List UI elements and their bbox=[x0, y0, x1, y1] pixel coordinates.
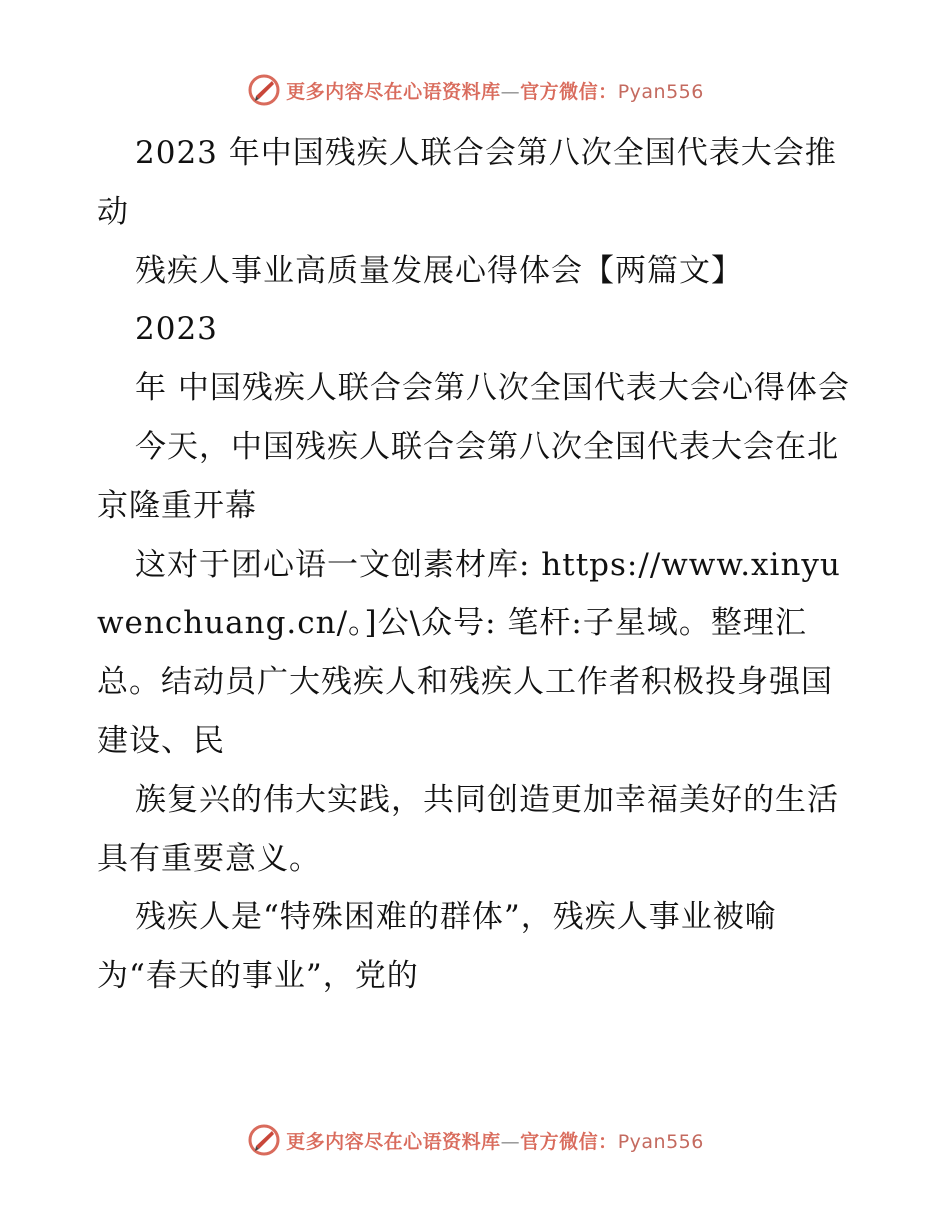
paragraph-body-1: 今天，中国残疾人联合会第八次全国代表大会在北京隆重开幕 bbox=[97, 428, 839, 524]
document-body bbox=[97, 124, 857, 1006]
paragraph-subtitle: 年 中国残疾人联合会第八次全国代表大会心得体会 bbox=[135, 370, 850, 407]
watermark-text: 更多内容尽在心语资料库—官方微信：Pyan556 bbox=[286, 80, 704, 103]
paragraph-year: 2023 bbox=[135, 311, 218, 348]
paragraph-body-4: 残疾人是“特殊困难的群体”，残疾人事业被喻为“春天的事业”，党的 bbox=[97, 899, 777, 995]
logo-icon bbox=[246, 72, 282, 108]
footer-watermark bbox=[0, 1120, 950, 1160]
paragraph-body-2: 这对于团心语一文创素材库: https://www.xinyuwenchuang.cn/。]公\众号: 笔杆:子星域。整理汇总。结动员广大残疾人和残疾人工作者积极投身强国建设、民 bbox=[97, 546, 841, 759]
header-watermark bbox=[0, 70, 950, 110]
paragraph-title-1: 2023 年中国残疾人联合会第八次全国代表大会推动 bbox=[97, 135, 837, 230]
paragraph-body-3: 族复兴的伟大实践，共同创造更加幸福美好的生活具有重要意义。 bbox=[97, 781, 839, 877]
paragraph-title-2: 残疾人事业高质量发展心得体会【两篇文】 bbox=[135, 252, 743, 289]
watermark-text: 更多内容尽在心语资料库—官方微信：Pyan556 bbox=[286, 1130, 704, 1153]
logo-icon bbox=[246, 1122, 282, 1158]
